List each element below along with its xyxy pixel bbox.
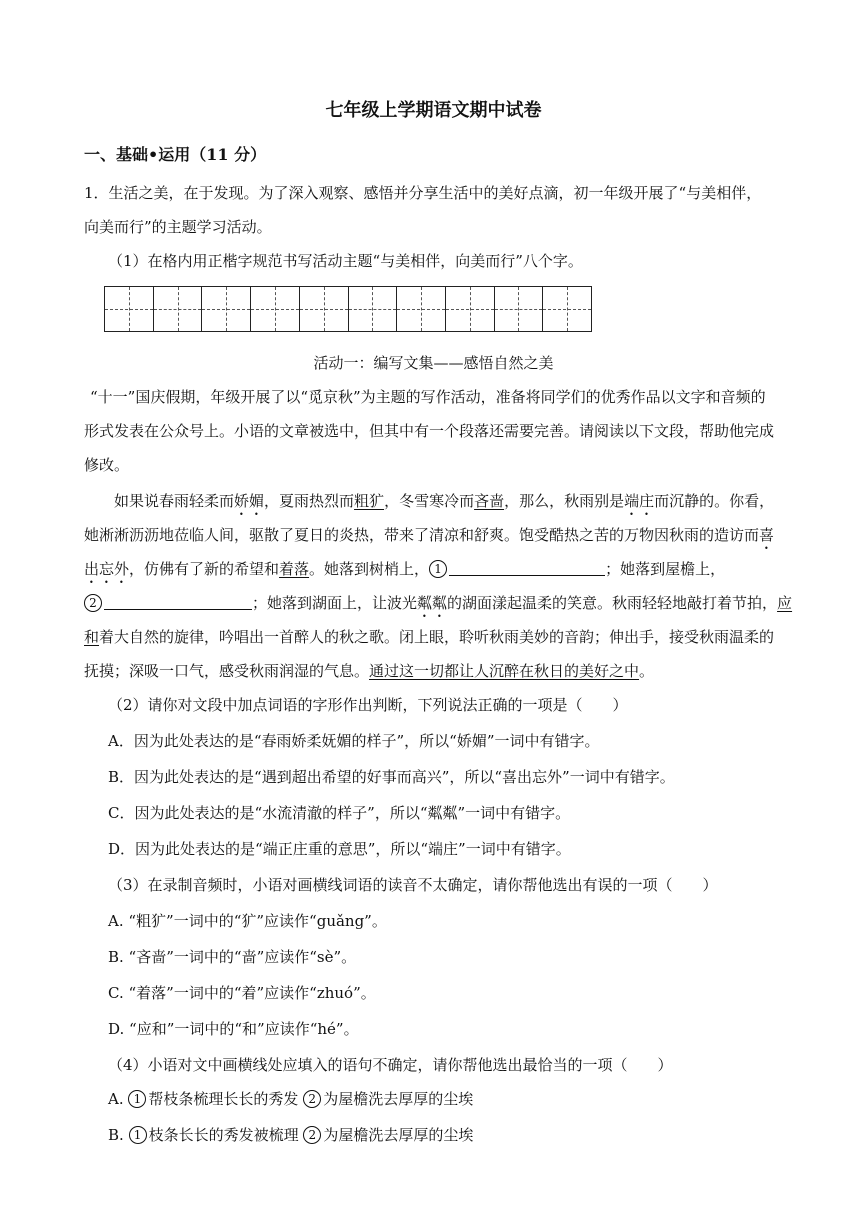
q2-option-a[interactable]: A．因为此处表达的是“春雨娇柔妩媚的样子”，所以“娇媚”一词中有错字。 <box>108 732 600 750</box>
grid-cell[interactable] <box>202 287 251 331</box>
grid-cell[interactable] <box>349 287 398 331</box>
word-xi: 喜 <box>759 526 775 544</box>
blank-number-1: 1 <box>429 560 447 578</box>
word-cuguang: 粗犷 <box>354 492 385 510</box>
q2-option-d[interactable]: D．因为此处表达的是“端正庄重的意思”，所以“端庄”一词中有错字。 <box>108 840 571 858</box>
underlined-sentence: 通过这一切都让人沉醉在秋日的美好之中 <box>369 662 640 680</box>
q1-line2: 向美而行”的主题学习活动。 <box>84 218 272 236</box>
grid-cell[interactable] <box>300 287 349 331</box>
passage-line2: 她淅淅沥沥地莅临人间，驱散了夏日的炎热，带来了清凉和舒爽。饱受酷热之苦的万物因秋雨的造访而喜 <box>84 526 775 544</box>
q2-option-c[interactable]: C．因为此处表达的是“水流清澈的样子”，所以“粼粼”一词中有错字。 <box>108 804 571 822</box>
blank-number-2: 2 <box>84 594 102 612</box>
q4-stem: （4）小语对文中画横线处应填入的语句不确定，请你帮他选出最恰当的一项（ ） <box>108 1056 673 1074</box>
q4-option-a[interactable]: A. 1 帮枝条梳理长长的秀发 2 为屋檐洗去厚厚的尘埃 <box>108 1090 474 1108</box>
word-linlin: 粼粼 <box>417 594 448 612</box>
word-chuwangwai: 出忘外 <box>84 560 130 578</box>
blank-1[interactable] <box>449 559 605 576</box>
word-jiaomei: 娇媚 <box>234 492 265 510</box>
word-duanzhuang: 端庄 <box>624 492 655 510</box>
q3-stem: （3）在录制音频时，小语对画横线词语的读音不太确定，请你帮他选出有误的一项（ ） <box>108 876 718 894</box>
section-heading: 一、基础•运用（11 分） <box>84 145 267 164</box>
q3-option-b[interactable]: B. “吝啬”一词中的“啬”应读作“sè”。 <box>108 948 357 966</box>
blank-2[interactable] <box>104 593 252 610</box>
circle-number-1: 1 <box>128 1090 146 1108</box>
grid-cell[interactable] <box>446 287 495 331</box>
q3-option-d[interactable]: D. “应和”一词中的“和”应读作“hé”。 <box>108 1020 359 1038</box>
q2-option-b[interactable]: B．因为此处表达的是“遇到超出希望的好事而高兴”，所以“喜出忘外”一词中有错字。 <box>108 768 675 786</box>
word-zhuoluo: 着落 <box>279 560 310 578</box>
activity-heading: 活动一：编写文集——感悟自然之美 <box>313 354 554 372</box>
grid-cell[interactable] <box>251 287 300 331</box>
word-sese: 吝啬 <box>474 492 505 510</box>
grid-cell[interactable] <box>397 287 446 331</box>
passage-line5: 和着大自然的旋律，吟唱出一首醉人的秋之歌。闭上眼，聆听秋雨美妙的音韵；伸出手，接受秋雨温柔的 <box>84 628 775 646</box>
writing-grid[interactable] <box>104 286 592 332</box>
passage-line1: 如果说春雨轻柔而娇媚，夏雨热烈而粗犷，冬雪寒冷而吝啬，那么，秋雨别是端庄而沉静的。你看， <box>114 492 775 510</box>
q4-option-b[interactable]: B. 1 枝条长长的秀发被梳理 2 为屋檐洗去厚厚的尘埃 <box>108 1126 474 1144</box>
intro-line1: “十一”国庆假期，年级开展了以“觅京秋”为主题的写作活动，准备将同学们的优秀作品以文字和音频的 <box>90 388 766 406</box>
word-he: 和 <box>84 628 100 646</box>
q2-stem: （2）请你对文段中加点词语的字形作出判断，下列说法正确的一项是（ ） <box>108 696 628 714</box>
grid-cell[interactable] <box>495 287 544 331</box>
intro-line2: 形式发表在公众号上。小语的文章被选中，但其中有一个段落还需要完善。请阅读以下文段，帮助他完成 <box>84 422 775 440</box>
q3-option-a[interactable]: A. “粗犷”一词中的“犷”应读作“guǎng”。 <box>108 912 387 930</box>
page-title: 七年级上学期语文期中试卷 <box>325 100 542 121</box>
passage-line4: 2 ；她落到湖面上，让波光粼粼的湖面漾起温柔的笑意。秋雨轻轻地敲打着节拍，应 <box>84 592 792 621</box>
passage-line6: 抚摸；深吸一口气，感受秋雨润湿的气息。通过这一切都让人沉醉在秋日的美好之中。 <box>84 662 655 680</box>
grid-cell[interactable] <box>154 287 203 331</box>
word-ying: 应 <box>777 594 793 612</box>
grid-cell[interactable] <box>543 287 591 331</box>
grid-cell[interactable] <box>105 287 154 331</box>
q1-line1: 1．生活之美，在于发现。为了深入观察、感悟并分享生活中的美好点滴，初一年级开展了“与美相伴， <box>84 184 762 202</box>
passage-line3: 出忘外，仿佛有了新的希望和着落。她落到树梢上， 1 ；她落到屋檐上， <box>84 560 726 578</box>
q1-sub1: （1）在格内用正楷字规范书写活动主题“与美相伴，向美而行”八个字。 <box>108 252 583 270</box>
intro-line3: 修改。 <box>84 456 130 474</box>
circle-number-1: 1 <box>129 1126 147 1144</box>
circle-number-2: 2 <box>303 1090 321 1108</box>
q3-option-c[interactable]: C. “着落”一词中的“着”应读作“zhuó”。 <box>108 984 376 1002</box>
circle-number-2: 2 <box>303 1126 321 1144</box>
